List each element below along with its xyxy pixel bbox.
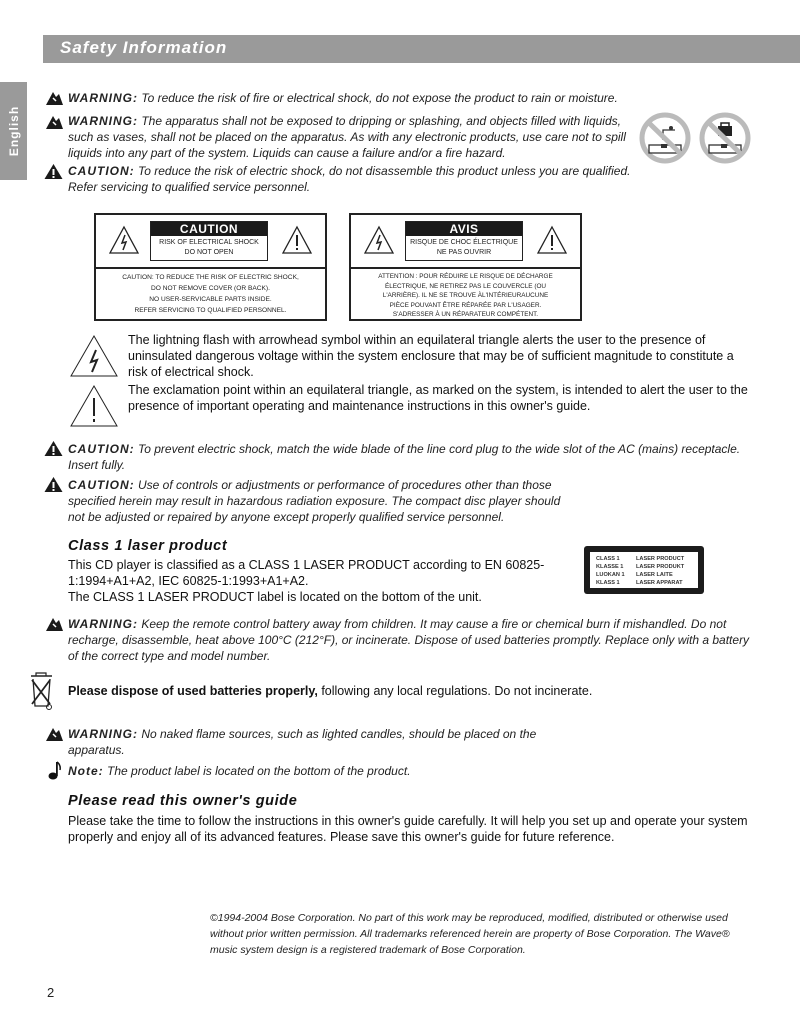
avis-label-title-box: AVIS RISQUE DE CHOC ÉLECTRIQUE NE PAS OUVRIR <box>405 221 523 261</box>
caution-triangle-icon <box>44 476 63 493</box>
exclamation-symbol-explanation: The exclamation point within an equilateral triangle, as marked on the system, is intended to alert the user to the presence of important operating and maintenance instructions in this owner's guide. <box>128 383 748 413</box>
lightning-symbol-explanation: The lightning flash with arrowhead symbol within an equilateral triangle alerts the user to the presence of uninsulated dangerous voltage within the system enclosure that may be of sufficient magnitude to constitute a risk of electrical shock. <box>128 333 734 379</box>
caution-label-french <box>349 213 582 321</box>
warning-hand-icon <box>44 725 64 742</box>
laser-label-row: KLASSE 1 LASER PRODUKT <box>596 564 685 570</box>
music-note-icon <box>48 760 62 780</box>
exclamation-triangle-icon <box>281 225 313 255</box>
owners-guide-heading: Please read this owner's guide <box>68 793 298 809</box>
language-tab-label: English <box>6 105 21 157</box>
page-number: 2 <box>47 985 55 1000</box>
lightning-triangle-icon <box>363 225 395 255</box>
lightning-triangle-icon <box>69 334 119 378</box>
laser-body: This CD player is classified as a CLASS 1 LASER PRODUCT according to EN 60825- 1:1994+A1+A2, IEC 60825-1:1993+A1+A2. The CLASS 1 LASER PRODUCT label is located on the bottom of the unit. <box>68 558 545 604</box>
note-product-label: Note: The product label is located on the bottom of the product. <box>68 764 411 778</box>
warning-hand-icon <box>44 89 64 106</box>
caution-triangle-icon <box>44 440 63 457</box>
caution-label-english <box>94 213 327 321</box>
section-header-bar <box>43 35 800 63</box>
caution-plug: CAUTION: To prevent electric shock, match the wide blade of the line cord plug to the wide slot of the AC (mains) receptacle. Insert fully. <box>68 442 741 472</box>
caution-radiation: CAUTION: Use of controls or adjustments or performance of procedures other than those specified herein may result in hazardous radiation exposure. The compact disc player should not be adjusted or repaired by anyone except properly qualified service personnel. <box>68 478 561 524</box>
caution-triangle-icon <box>44 163 63 180</box>
crossed-out-bin-icon <box>28 670 58 712</box>
avis-label-body: ATTENTION : POUR RÉDUIRE LE RISQUE DE DÉCHARGE ÉLECTRIQUE, NE RETIREZ PAS LE COUVERCLE (OU L'ARRIÈRE). IL NE SE TROUVE ÀL'INTÉRIEURAUCUNE PIÈCE POUVANT ÊTRE RÉPARÉE PAR L'USAGER. S'ADRESSER À UN RÉPARATEUR COMPÉTENT. <box>378 273 553 318</box>
warning-naked-flame: WARNING: No naked flame sources, such as lighted candles, should be placed on the apparatus. <box>68 727 537 757</box>
warning-rain-moisture: WARNING: To reduce the risk of fire or electrical shock, do not expose the product to rain or moisture. <box>68 91 618 105</box>
no-dripping-icon <box>639 112 691 164</box>
no-objects-filled-with-liquid-icon <box>699 112 751 164</box>
warning-hand-icon <box>44 113 64 130</box>
caution-label-body: CAUTION: TO REDUCE THE RISK OF ELECTRIC SHOCK, DO NOT REMOVE COVER (OR BACK). NO USER-SERVICABLE PARTS INSIDE. REFER SERVICING TO QUALIFIED PERSONNEL. <box>122 274 299 314</box>
owners-guide-text: Please take the time to follow the instructions in this owner's guide carefully. It will help you set up and operate your system properly and enjoy all of its advanced features. Please save this owner's guide for future reference. <box>68 814 748 844</box>
exclamation-triangle-icon <box>536 225 568 255</box>
exclamation-triangle-icon <box>69 384 119 428</box>
warning-battery: WARNING: Keep the remote control battery away from children. It may cause a fire or chemical burn if mishandled. Do not recharge, disassemble, heat above 100°C (212°F), or incinerate. Dispose of used batteries promptly. Replace only with a battery of the correct type and model number. <box>68 617 750 663</box>
page-title: Safety Information <box>60 38 228 57</box>
copyright-notice: ©1994-2004 Bose Corporation. No part of this work may be reproduced, modified, distributed or otherwise used without prior written permission. All trademarks referenced herein are property of Bose Corporation. The Wave® music system design is a registered trademark of Bose Corporation. <box>210 912 730 956</box>
caution-disassemble: CAUTION: To reduce the risk of electric shock, do not disassemble this product unless you are qualified. Refer servicing to qualified service personnel. <box>68 164 631 194</box>
warning-hand-icon <box>44 615 64 632</box>
battery-disposal-text: Please dispose of used batteries properly, following any local regulations. Do not incinerate. <box>68 684 593 698</box>
laser-label-row: KLASS 1 LASER APPARAT <box>596 580 683 586</box>
laser-label-row: CLASS 1 LASER PRODUCT <box>596 556 685 562</box>
warning-liquids: WARNING: The apparatus shall not be exposed to dripping or splashing, and objects filled with liquids, such as vases, shall not be placed on the apparatus. As with any electronic products, use care not to spill liquids into any part of the system. Liquids can cause a failure and/or a fire hazard. <box>68 114 626 160</box>
laser-heading: Class 1 laser product <box>68 538 228 554</box>
lightning-triangle-icon <box>108 225 140 255</box>
class-1-laser-label <box>584 546 704 594</box>
caution-label-title-box: CAUTION RISK OF ELECTRICAL SHOCK DO NOT OPEN <box>150 221 268 261</box>
laser-label-row: LUOKAN 1 LASER LAITE <box>596 572 673 578</box>
language-tab <box>0 82 27 180</box>
